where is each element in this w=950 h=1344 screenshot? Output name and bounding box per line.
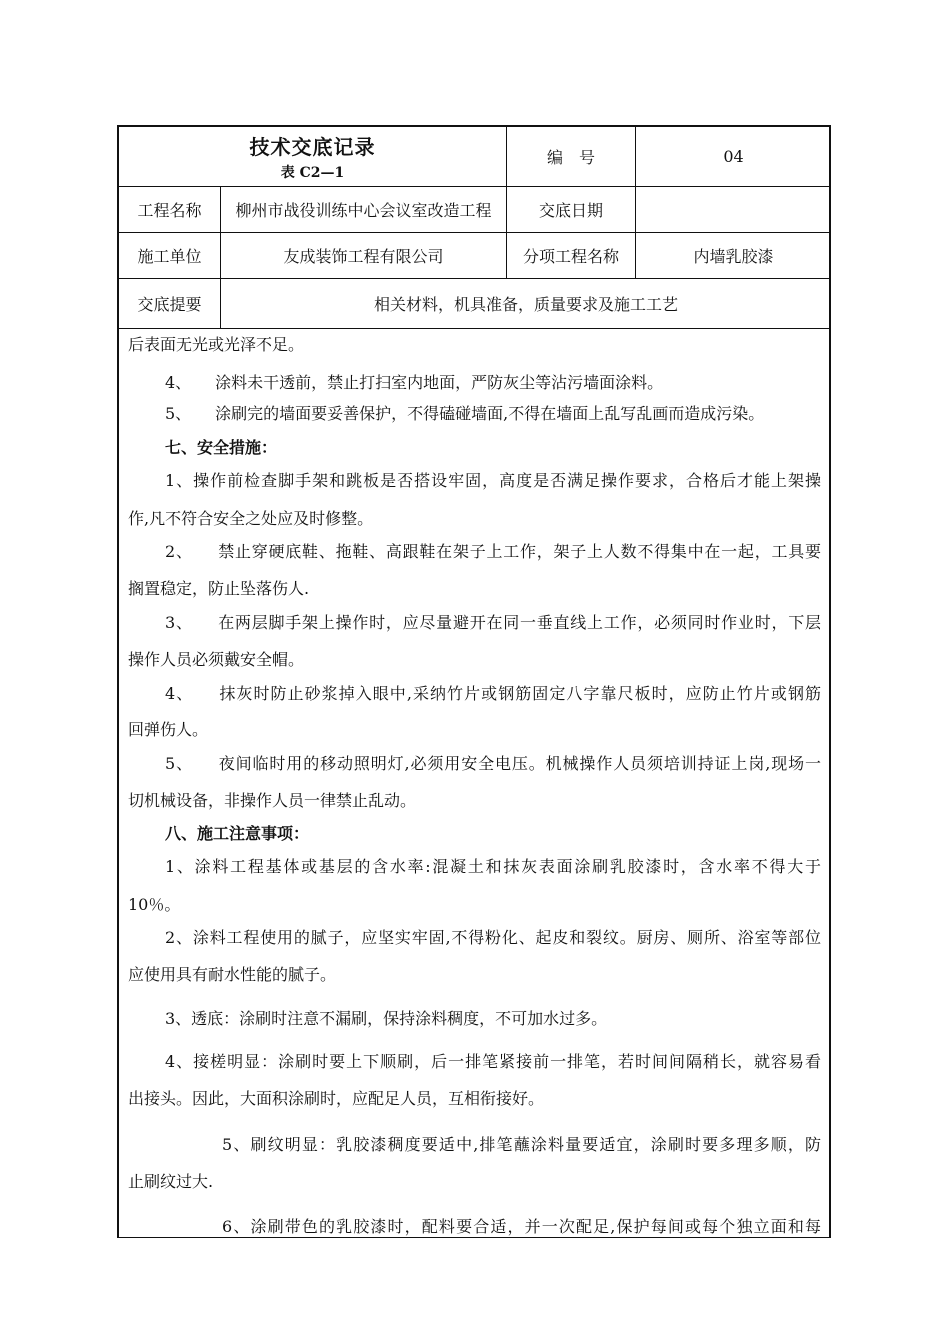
- contractor-value: 友成装饰工程有限公司: [221, 233, 507, 278]
- body-line: 10％。: [128, 895, 181, 914]
- body-line: 后表面无光或光泽不足。: [128, 335, 305, 354]
- body-line: 2、 禁止穿硬底鞋、拖鞋、高跟鞋在架子上工作，架子上人数不得集中在一起，工具要: [165, 542, 821, 561]
- body-line: 止刷纹过大.: [128, 1172, 214, 1191]
- contractor-row: [119, 233, 829, 279]
- date-value: [636, 187, 831, 232]
- body-line: 3、透底：涂刷时注意不漏刷，保持涂料稠度，不可加水过多。: [165, 1009, 608, 1028]
- summary-label: 交底提要: [119, 279, 221, 328]
- body-line: 2、涂料工程使用的腻子，应坚实牢固,不得粉化、起皮和裂纹。厨房、厕所、浴室等部位: [165, 928, 821, 947]
- body-line: 切机械设备，非操作人员一律禁止乱动。: [128, 791, 417, 810]
- number-label: 编 号: [507, 127, 636, 186]
- body-line: 出接头。因此，大面积涂刷时，应配足人员，互相衔接好。: [128, 1089, 545, 1108]
- body-line: 回弹伤人。: [128, 720, 209, 739]
- project-name-value: 柳州市战役训练中心会议室改造工程: [221, 187, 507, 232]
- summary-value: 相关材料，机具准备，质量要求及施工工艺: [373, 295, 678, 314]
- body-line: 4、 抹灰时防止砂浆掉入眼中,采纳竹片或钢筋固定八字靠尺板时，应防止竹片或钢筋: [165, 684, 821, 703]
- disclosure-record-form: [117, 125, 831, 1238]
- number-value: 04: [723, 147, 744, 166]
- project-name-label: 工程名称: [119, 187, 221, 232]
- body-line: 5、 涂刷完的墙面要妥善保护，不得磕碰墙面,不得在墙面上乱写乱画而造成污染。: [165, 404, 765, 423]
- body-line: 1、涂料工程基体或基层的含水率:混凝土和抹灰表面涂刷乳胶漆时，含水率不得大于: [165, 857, 821, 876]
- body-line: 1、操作前检查脚手架和跳板是否搭设牢固，高度是否满足操作要求，合格后才能上架操: [165, 471, 821, 490]
- body-line: 4、 涂料未干透前，禁止打扫室内地面，严防灰尘等沾污墙面涂料。: [165, 373, 664, 392]
- body-line: 5、 夜间临时用的移动照明灯,必须用安全电压。机械操作人员须培训持证上岗,现场一: [165, 754, 821, 773]
- body-line: 4、接槎明显：涂刷时要上下顺刷，后一排笔紧接前一排笔，若时间间隔稍长，就容易看: [165, 1052, 821, 1071]
- date-label: 交底日期: [507, 187, 636, 232]
- body-line: 6、涂刷带色的乳胶漆时，配料要合适，并一次配足,保护每间或每个独立面和每: [222, 1217, 821, 1236]
- section-heading-notes: 八、施工注意事项：: [165, 824, 310, 843]
- header-row: [119, 127, 829, 187]
- body-line: 作,凡不符合安全之处应及时修整。: [128, 509, 374, 528]
- contractor-label: 施工单位: [119, 233, 221, 278]
- body-line: 5、刷纹明显：乳胶漆稠度要适中,排笔蘸涂料量要适宜，涂刷时要多理多顺，防: [222, 1135, 821, 1154]
- section-heading-safety: 七、安全措施：: [165, 438, 278, 457]
- body-line: 应使用具有耐水性能的腻子。: [128, 965, 337, 984]
- project-row: [119, 187, 829, 233]
- body-line: 操作人员必须戴安全帽。: [128, 650, 305, 669]
- subitem-label: 分项工程名称: [507, 233, 636, 278]
- body-line: 3、 在两层脚手架上操作时，应尽量避开在同一垂直线上工作，必须同时作业时，下层: [165, 613, 821, 632]
- form-code: 表 C2—1: [280, 165, 345, 181]
- form-title: 技术交底记录: [249, 135, 376, 159]
- body-line: 搁置稳定，防止坠落伤人.: [128, 579, 310, 598]
- summary-row: [119, 279, 829, 329]
- subitem-value: 内墙乳胶漆: [693, 247, 774, 266]
- form-title-cell: [119, 127, 507, 186]
